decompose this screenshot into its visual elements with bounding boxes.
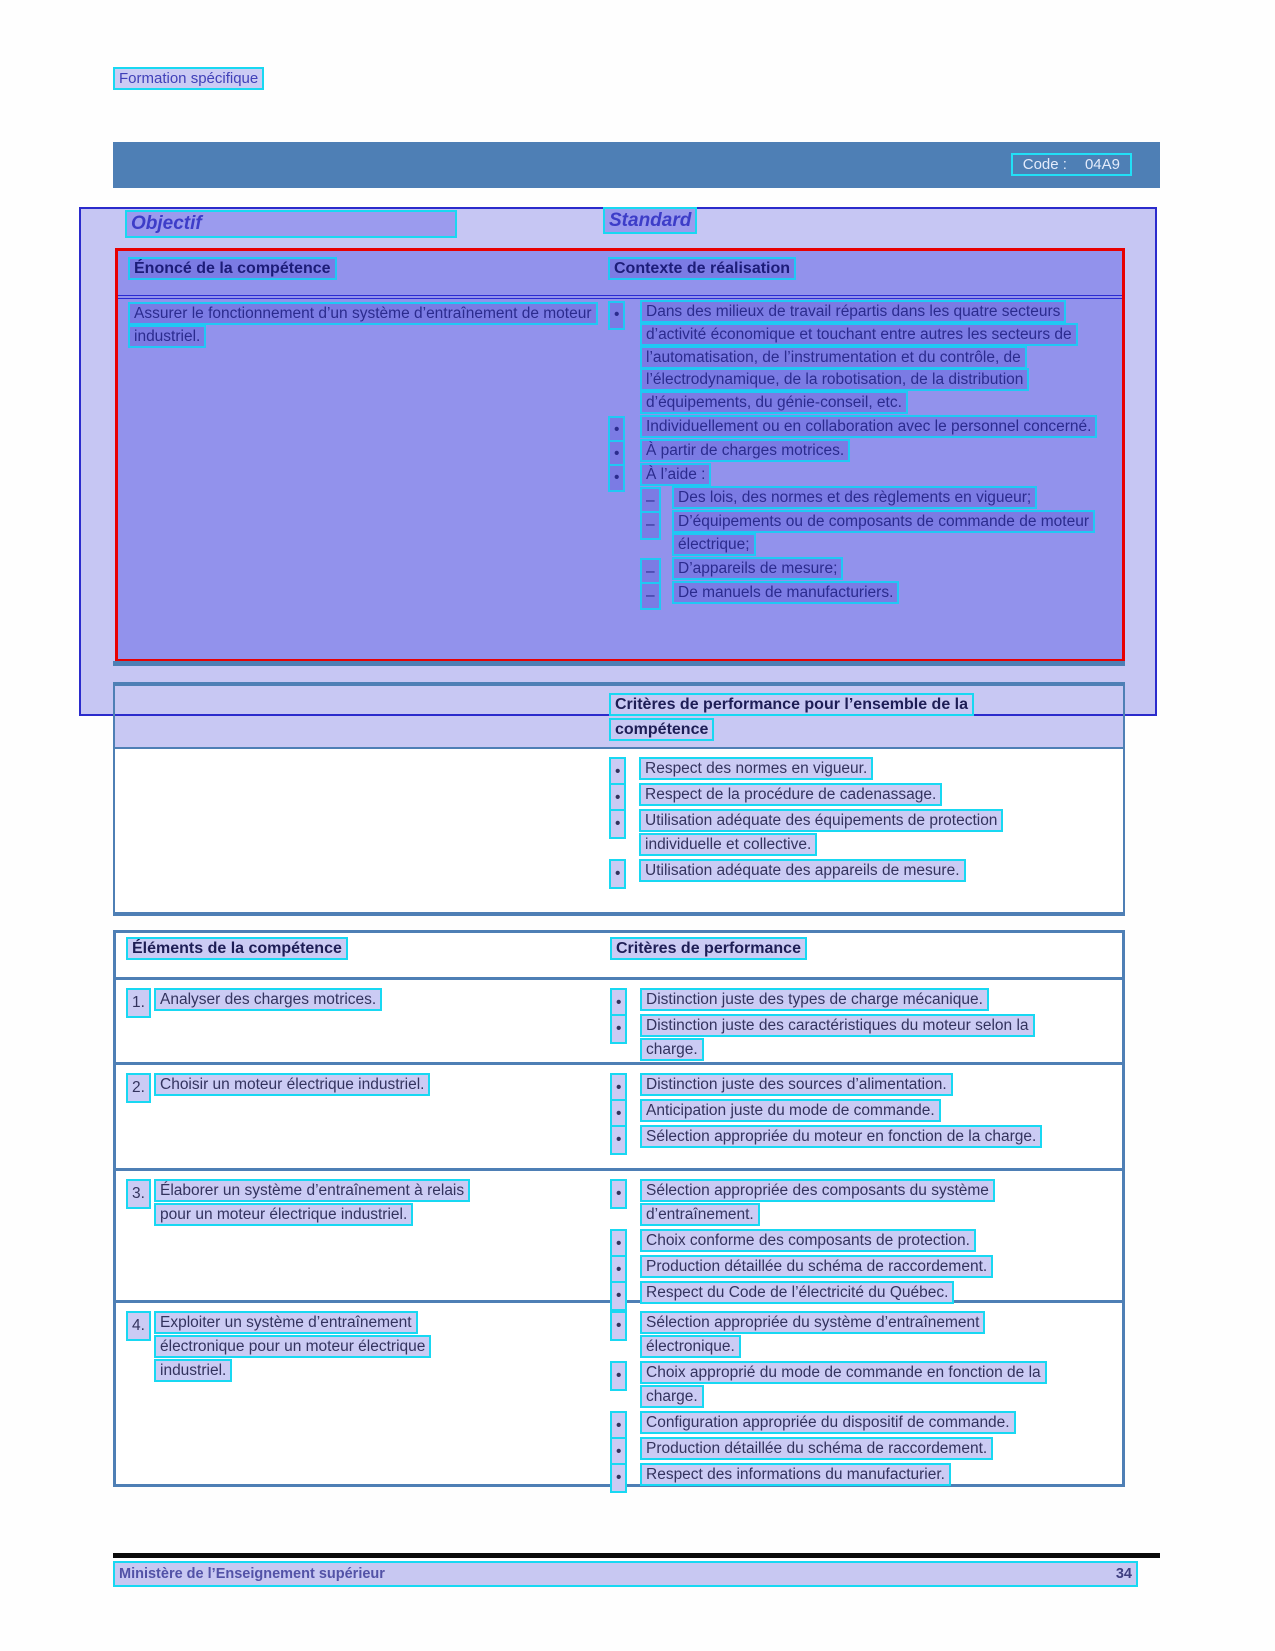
bullet-icon: • bbox=[610, 1125, 627, 1155]
list-item: • Individuellement ou en collaboration avec le personnel concerné. bbox=[606, 416, 1118, 439]
list-item: • Choix conforme des composants de protection. bbox=[610, 1229, 1058, 1253]
dash-icon: – bbox=[640, 558, 661, 587]
list-item: • Choix approprié du mode de commande en fonction de la charge. bbox=[610, 1361, 1058, 1409]
table-body bbox=[115, 749, 1123, 912]
code-bar bbox=[113, 142, 1160, 188]
list-item: • Sélection appropriée du système d’entraînement électronique. bbox=[610, 1311, 1058, 1359]
code-box bbox=[1011, 153, 1132, 176]
list-item: • Sélection appropriée des composants du système d’entraînement. bbox=[610, 1179, 1058, 1227]
list-item: • Production détaillée du schéma de raccordement. bbox=[610, 1255, 1058, 1279]
list-item: • Sélection appropriée du moteur en fonction de la charge. bbox=[610, 1125, 1058, 1149]
bullet-icon: • bbox=[610, 1179, 627, 1209]
header-divider bbox=[118, 295, 1122, 299]
row-divider bbox=[116, 1168, 1122, 1171]
bullet-icon: • bbox=[610, 1311, 627, 1341]
footer-ministry: Ministère de l’Enseignement supérieur bbox=[119, 1566, 385, 1582]
criteres-ensemble-header: Critères de performance pour l’ensemble de la compétence bbox=[609, 692, 1061, 742]
list-item: • Utilisation adéquate des équipements de protection individuelle et collective. bbox=[609, 809, 1071, 857]
element-2: 2. Choisir un moteur électrique industriel. bbox=[126, 1073, 498, 1098]
bullet-icon: • bbox=[610, 1229, 627, 1259]
bullet-icon: • bbox=[608, 301, 625, 330]
element-3: 3. Élaborer un système d’entraînement à relais pour un moteur électrique industriel. bbox=[126, 1179, 478, 1228]
bullet-icon: • bbox=[610, 1361, 627, 1391]
bullet-icon: • bbox=[610, 1281, 627, 1311]
list-item: • Utilisation adéquate des appareils de mesure. bbox=[609, 859, 1071, 883]
list-item: • Distinction juste des types de charge mécanique. bbox=[610, 988, 1058, 1012]
col-header-enonce: Énoncé de la compétence bbox=[128, 260, 337, 278]
row-divider bbox=[116, 977, 1122, 980]
dash-icon: – bbox=[640, 511, 661, 540]
sub-list-item: – De manuels de manufacturiers. bbox=[606, 582, 1118, 605]
list-item: • Configuration appropriée du dispositif de commande. bbox=[610, 1411, 1058, 1435]
list-item: • À partir de charges motrices. bbox=[606, 440, 1118, 463]
list-item: • Dans des milieux de travail répartis dans les quatre secteurs d’activité économique et touchant entre autres les secteurs de l’automatisation, de l’instrumentation et du contrôle, de l’électrodynamique, de la robotisation, de la distribution d’équipements, du génie-conseil, etc. bbox=[606, 301, 1118, 415]
bullet-icon: • bbox=[610, 1437, 627, 1467]
sub-list-item: – D’appareils de mesure; bbox=[606, 558, 1118, 581]
standard-heading bbox=[603, 210, 697, 232]
enonce-text: Assurer le fonctionnement d’un système d’entraînement de moteur industriel. bbox=[128, 303, 600, 349]
contexte-list bbox=[606, 301, 1118, 605]
bullet-icon: • bbox=[608, 416, 625, 445]
bullet-icon: • bbox=[609, 757, 626, 787]
list-item: • Respect des informations du manufacturier. bbox=[610, 1463, 1058, 1487]
bullet-icon: • bbox=[610, 988, 627, 1018]
bullet-icon: • bbox=[608, 464, 625, 493]
element-1: 1. Analyser des charges motrices. bbox=[126, 988, 498, 1013]
objectif-heading-text: Objectif bbox=[125, 210, 457, 238]
dash-icon: – bbox=[640, 487, 661, 516]
footer-page-number: 34 bbox=[1115, 1566, 1132, 1582]
criteria-list-2 bbox=[610, 1073, 1058, 1151]
col-header-criteres: Critères de performance bbox=[610, 940, 807, 958]
list-item: • Respect du Code de l’électricité du Québec. bbox=[610, 1281, 1058, 1305]
bullet-icon: • bbox=[610, 1099, 627, 1129]
section-label-text: Formation spécifique bbox=[113, 67, 264, 90]
dash-icon: – bbox=[640, 582, 661, 611]
bullet-icon: • bbox=[610, 1073, 627, 1103]
criteria-list-4 bbox=[610, 1311, 1058, 1489]
criteria-list-1 bbox=[610, 988, 1058, 1064]
sub-list-item: – Des lois, des normes et des règlements en vigueur; bbox=[606, 487, 1118, 510]
table-bottom-border bbox=[113, 661, 1125, 666]
table-enonce-contexte bbox=[115, 248, 1125, 662]
bullet-icon: • bbox=[610, 1255, 627, 1285]
table-criteres-ensemble bbox=[113, 682, 1125, 916]
standard-heading-text: Standard bbox=[603, 207, 697, 234]
list-item: • Distinction juste des caractéristiques du moteur selon la charge. bbox=[610, 1014, 1058, 1062]
list-item: • Respect de la procédure de cadenassage. bbox=[609, 783, 1071, 807]
objectif-heading bbox=[125, 210, 457, 238]
list-item: • Production détaillée du schéma de raccordement. bbox=[610, 1437, 1058, 1461]
list-item: • Anticipation juste du mode de commande. bbox=[610, 1099, 1058, 1123]
col-header-elements: Éléments de la compétence bbox=[126, 940, 348, 958]
bullet-icon: • bbox=[609, 783, 626, 813]
bullet-icon: • bbox=[609, 809, 626, 839]
list-item: • Distinction juste des sources d’alimentation. bbox=[610, 1073, 1058, 1097]
section-label bbox=[113, 70, 264, 87]
bullet-icon: • bbox=[610, 1014, 627, 1044]
code-label: Code : bbox=[1022, 156, 1067, 173]
bullet-icon: • bbox=[608, 440, 625, 469]
code-value: 04A9 bbox=[1084, 156, 1120, 173]
bullet-icon: • bbox=[609, 859, 626, 889]
bullet-icon: • bbox=[610, 1463, 627, 1493]
footer-bar bbox=[113, 1561, 1138, 1587]
bullet-icon: • bbox=[610, 1411, 627, 1441]
sub-list-item: – D’équipements ou de composants de commande de moteur électrique; bbox=[606, 511, 1118, 557]
col-header-contexte: Contexte de réalisation bbox=[608, 260, 796, 278]
element-4: 4. Exploiter un système d’entraînement électronique pour un moteur électrique industriel. bbox=[126, 1311, 466, 1384]
criteria-list-3 bbox=[610, 1179, 1058, 1307]
table-elements-criteres bbox=[113, 930, 1125, 1487]
list-item: • À l’aide : bbox=[606, 464, 1118, 487]
footer-rule bbox=[113, 1553, 1160, 1558]
list-item: • Respect des normes en vigueur. bbox=[609, 757, 1071, 781]
criteria-list bbox=[609, 757, 1071, 885]
